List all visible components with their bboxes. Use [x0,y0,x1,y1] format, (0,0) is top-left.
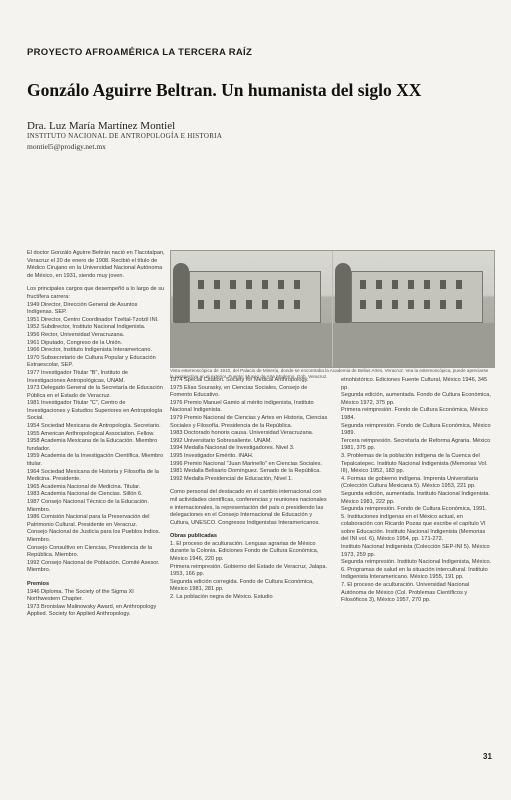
paragraph: 1. El proceso de aculturación. Lenguas agrarias de México durante la Colonia. Ediciones Fondo de Cultura Económica, México 1946, 220 pp. [170,540,319,563]
paragraph: Segunda reimpresión. Fondo de Cultura Económica, México 1989. [341,422,491,437]
paragraph: 1955 American Anthropological Association. Fellow. [27,430,155,437]
paragraph: Primera reimpresión. Fondo de Cultura Económica, México 1984. [341,407,488,421]
paragraph: 1956 Rector, Universidad Veracruzana. [27,331,125,338]
paragraph: 1992 Medalla Presidencial de Educación, Nivel 1. [170,475,293,482]
paragraph: 1949 Director, Dirección General de Asuntos Indígenas. SEP. [27,301,138,316]
stereo-photo-left [171,251,332,367]
author-email[interactable]: montiel5@prodigy.net.mx [27,142,106,151]
paragraph: 1983 Doctorado honoris causa. Universidad Veracruzana. [170,430,314,437]
building-photo [170,250,495,368]
column-3 [341,377,493,605]
paragraph: Segunda edición, aumentada. Fondo de Cultura Económica, México 1972, 375 pp. [341,392,491,406]
paragraph: Segunda edición, aumentada. Instituto Nacional Indigenista. México 1981, 222 pp. [341,490,490,505]
paragraph: 1981 Investigador Titular "C", Centro de Investigaciones y Estudios Superiores en Antropología Social. [27,400,163,422]
paragraph: 1952 Subdirector, Instituto Nacional Indigenista. [27,324,146,331]
paragraph: 1975 Elías Sourasky, en Ciencias Sociales, Consejo de Fomento Educativo. [170,384,308,399]
paragraph: 2. La población negra de México. Estudio [170,594,273,601]
paragraph: 1974 Special Citation. Society for Medical Anthropology. [170,377,309,383]
paragraph: 1964 Sociedad Mexicana de Historia y Filosofía de la Medicina. Presidente. [27,468,159,483]
paragraph: 1979 Premio Nacional de Ciencias y Artes en Historia, Ciencias Sociales y Filosofía. Presidencia de la República. [170,414,328,429]
paragraph: 1951 Director, Centro Coordinador Tzeltal-Tzotzil INI. [27,316,159,323]
paragraph: 1983 Academia Nacional de Ciencias. Sillón 6. [27,491,143,498]
paragraph: 4. Formas de gobierno indígena. Imprenta Universitaria (Colección Cultura Mexicana 5). México 1953, 221 pp. [341,475,479,490]
paragraph: Como personal del destacado en el cambio internacional con mil actividades científicas, conferencias y reuniones nacionales e internacionales, la representación del país o presidiendo las delegaciones en el Consejo Internacional de Educación y Cultura, UNESCO. Congresos Indigenistas Interamericanos. [170,489,327,526]
paragraph: Segunda reimpresión. Fondo de Cultura Económica, 1991. [341,506,487,513]
author-name: Dra. Luz María Martínez Montiel [27,120,176,132]
paragraph: Instituto Nacional Indigenista (Colección SEP-INI 5). México 1973, 259 pp. [341,544,490,558]
paragraph: 1970 Subsecretario de Cultura Popular y Educación Extraescolar, SEP. [27,354,156,369]
paragraph: Tercera reimpresión. Secretaría de Reforma Agraria. México 1981, 375 pp. [341,437,491,452]
section-heading: Obras publicadas [170,533,217,540]
paragraph: 1976 Premio Manuel Gamio al mérito indigenista, Instituto Nacional Indigenista. [170,399,314,414]
paragraph: 1986 Comisión Nacional para la Preservación del Patrimonio Cultural. Presidente en Veracruz. [27,514,150,528]
author-institution: INSTITUTO NACIONAL DE ANTROPOLOGÍA E HISTORIA [27,132,223,140]
paragraph: 1995 Investigador Emérito. INAH. [170,452,254,459]
photo-caption: Vista estereoscópica de 1910, del Palacio de Minería, donde se encontraba la Academia de Bellas Artes, Veracruz. Vea la estereoscópica, puede apreciarse la perspectiva en el exterior. Fuente: Museo de Arte Moderno, Gob. Veracruz. [170,368,489,379]
paragraph: 1992 Universitario Sobresaliente. UNAM. [170,437,272,444]
paragraph: etnohistórico. Ediciones Fuente Cultural, México 1946, 345 pp. [341,377,488,391]
paragraph: 6. Programas de salud en la situación intercultural. Instituto Indigenista Interamericano. México 1955, 191 pp. [341,566,488,581]
paragraph: Primera reimpresión. Gobierno del Estado de Veracruz, Jalapa. 1953, 166 pp. [170,563,328,578]
stereo-photo-right [333,251,494,367]
paragraph: 1965 Academia Nacional de Medicina. Titular. [27,483,141,490]
paragraph: 1994 Medalla Nacional de Investigadores. Nivel 3. [170,445,295,452]
section-heading: Premios [27,580,50,587]
column-2 [170,377,330,602]
paragraph: 1961 Diputado, Congreso de la Unión. [27,339,123,346]
paragraph: 1996 Premio Nacional "Juan Marinello" en Ciencias Sociales. [170,460,322,467]
paragraph: 1958 Academia Mexicana de la Educación. Miembro fundador. [27,438,158,452]
paragraph: 3. Problemas de la población indígena de la Cuenca del Tepalcatepec. Instituto Nacional Indigenista (Memorias Vol. III), México 1952, 183 pp. [341,452,488,475]
paragraph: 1973 Delegado General de la Secretaría de Educación Pública en el Estado de Veracruz. [27,385,163,399]
paragraph: Consejo Consultivo en Ciencias, Presidencia de la República. Miembro. [27,544,152,559]
paragraph: 1992 Consejo Nacional de Población. Comité Asesor. Miembro. [27,559,160,574]
paragraph: 1987 Consejo Nacional Técnico de la Educación. Miembro. [27,499,149,513]
column-1 [27,250,165,619]
article-title: Gonzálo Aguirre Beltran. Un humanista del siglo XX [27,80,422,100]
paragraph: 1946 Diploma. The Society of the Sigma XI Northwestern Chapter. [27,588,134,603]
paragraph: Consejo Nacional de Justicia para los Pueblos Indios. Miembro. [27,529,161,543]
paragraph: Segunda reimpresión. Instituto Nacional Indigenista, México. [341,559,492,566]
paragraph: 1966 Director, Instituto Indigenista Interamericano. [27,347,152,354]
paragraph: 1959 Academia de la Investigación Científica. Miembro titular. [27,453,164,468]
paragraph: Segunda edición corregida. Fondo de Cultura Económica, México 1981, 281 pp. [170,578,314,593]
paragraph: Los principales cargos que desempeñó a lo largo de su fructífera carrera: [27,286,165,300]
section-label: PROYECTO AFROAMÉRICA LA TERCERA RAÍZ [27,47,253,58]
paragraph: El doctor Gonzálo Aguirre Beltrán nació en Tlacotalpan, Veracruz el 20 de enero de 1908. Recibió el título de Médico Cirujano en la Universidad Nacional Autónoma de México, en 1931, siendo muy joven. [27,250,165,279]
paragraph: 1973 Bronislaw Malinowsky Award, en Anthropology Applied. Society for Applied Anthropology. [27,603,157,618]
page-number: 31 [483,752,492,761]
paragraph: 1954 Sociedad Mexicana de Antropología. Secretario. [27,423,161,430]
paragraph: 5. Instituciones indígenas en el México actual, en colaboración con Ricardo Pozas que escribe el capítulo VI sobre Educación. Instituto Nacional Indigenista (Memorias del INI vol. 6), México 1954, pp. 171-272. [341,513,486,543]
paragraph: 1977 Investigador Titular "B", Instituto de Investigaciones Antropológicas, UNAM. [27,369,128,384]
paragraph: 7. El proceso de aculturación. Universidad Nacional Autónoma de México (Col. Problemas Científicos y Filosóficos 3), México 1957, 270 pp. [341,582,470,604]
paragraph: 1981 Medalla Belisario Domínguez. Senado de la República. [170,468,321,475]
